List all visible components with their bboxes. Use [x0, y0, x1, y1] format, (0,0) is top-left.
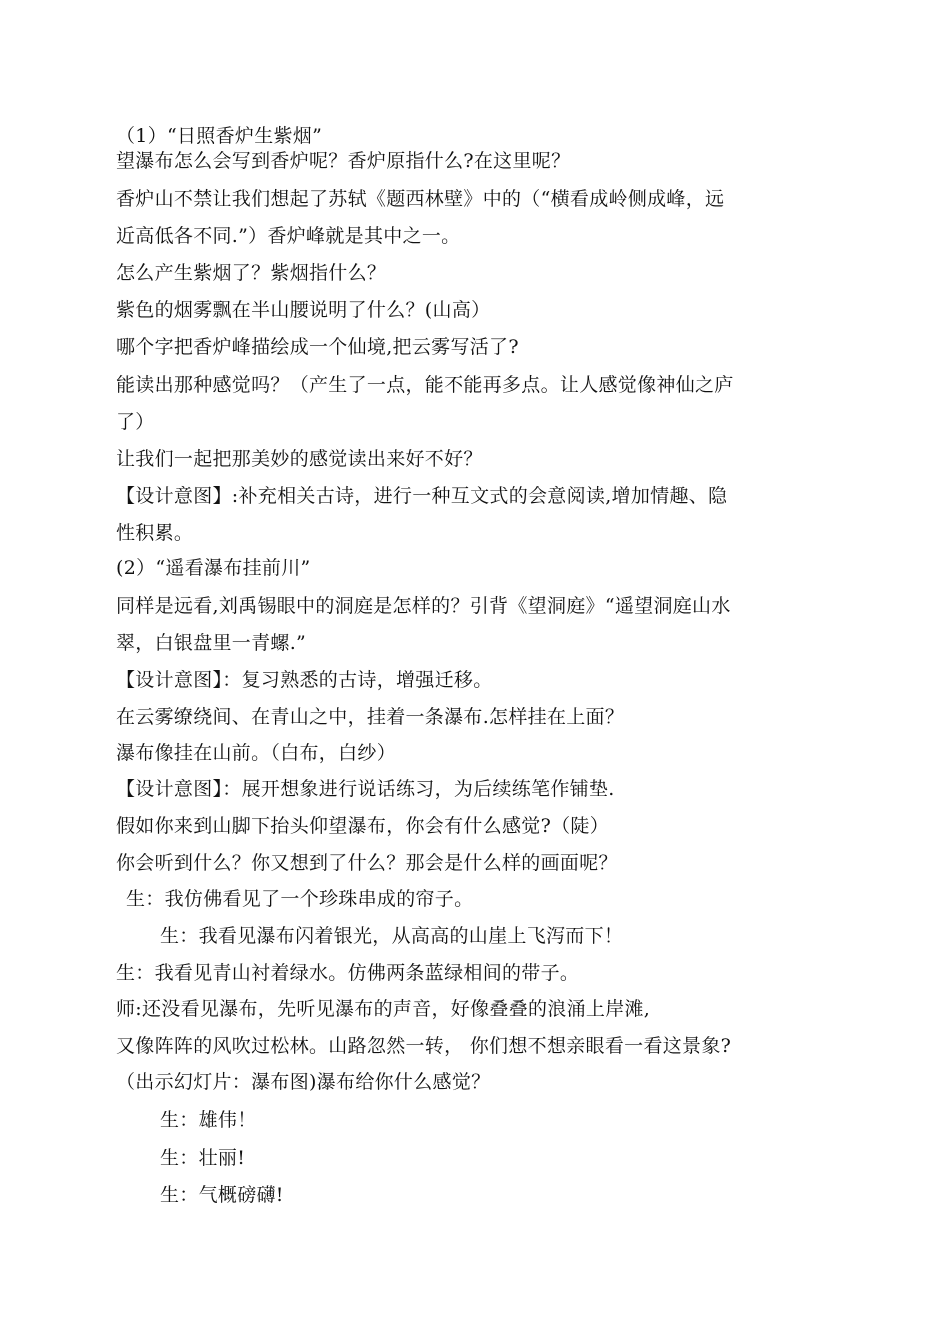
paragraph-line: 瀑布像挂在山前。（白布，白纱） [116, 742, 397, 764]
design-intent-line: 【设计意图】：复习熟悉的古诗，增强迁移。 [116, 669, 493, 691]
paragraph-line: 紫色的烟雾飘在半山腰说明了什么？(山高） [116, 299, 491, 321]
section-heading-2: (2）“遥看瀑布挂前川” [116, 557, 311, 579]
design-intent-line: 【设计意图】:补充相关古诗，进行一种互文式的会意阅读,增加情趣、隐 [116, 485, 728, 507]
paragraph-line: 同样是远看,刘禹锡眼中的洞庭是怎样的？引背《望洞庭》“遥望洞庭山水 [116, 595, 731, 617]
paragraph-line: 哪个字把香炉峰描绘成一个仙境,把云雾写活了? [116, 336, 519, 358]
paragraph-line: 望瀑布怎么会写到香炉呢？香炉原指什么?在这里呢？ [116, 150, 571, 172]
paragraph-line: 假如你来到山脚下抬头仰望瀑布，你会有什么感觉?（陡） [116, 815, 609, 837]
paragraph-line: 让我们一起把那美妙的感觉读出来好不好？ [116, 448, 483, 470]
student-response: 生：壮丽! [160, 1147, 246, 1169]
student-response: 生：我仿佛看见了一个珍珠串成的帘子。 [126, 888, 474, 910]
student-response: 生：我看见瀑布闪着银光，从高高的山崖上飞泻而下！ [160, 925, 624, 947]
paragraph-line: 能读出那种感觉吗？（产生了一点，能不能再多点。让人感觉像神仙之庐 [116, 374, 734, 396]
paragraph-line: 在云雾缭绕间、在青山之中，挂着一条瀑布.怎样挂在上面？ [116, 706, 625, 728]
student-response: 生：气概磅礴! [160, 1184, 284, 1206]
paragraph-line: 怎么产生紫烟了？紫烟指什么？ [116, 262, 387, 284]
section-heading-1: （1）“日照香炉生紫烟” [116, 125, 323, 147]
paragraph-line: （出示幻灯片：瀑布图)瀑布给你什么感觉？ [116, 1071, 491, 1093]
student-response: 生：雄伟！ [160, 1109, 257, 1131]
teacher-line: 又像阵阵的风吹过松林。山路忽然一转， 你们想不想亲眼看一看这景象? [116, 1035, 732, 1057]
paragraph-line: 了） [116, 411, 155, 433]
paragraph-line: 你会听到什么？你又想到了什么？那会是什么样的画面呢？ [116, 852, 618, 874]
paragraph-line: 香炉山不禁让我们想起了苏轼《题西林壁》中的（“横看成岭侧成峰，远 [116, 188, 725, 210]
paragraph-line: 翠，白银盘里一青螺.” [116, 632, 307, 654]
teacher-line: 师:还没看见瀑布，先听见瀑布的声音，好像叠叠的浪涌上岸滩, [116, 998, 651, 1020]
design-intent-line: 【设计意图】：展开想象进行说话练习，为后续练笔作铺垫. [116, 778, 615, 800]
paragraph-line: 近高低各不同.”）香炉峰就是其中之一。 [116, 225, 461, 247]
student-response: 生：我看见青山衬着绿水。仿佛两条蓝绿相间的带子。 [116, 962, 580, 984]
paragraph-line: 性积累。 [116, 522, 194, 544]
